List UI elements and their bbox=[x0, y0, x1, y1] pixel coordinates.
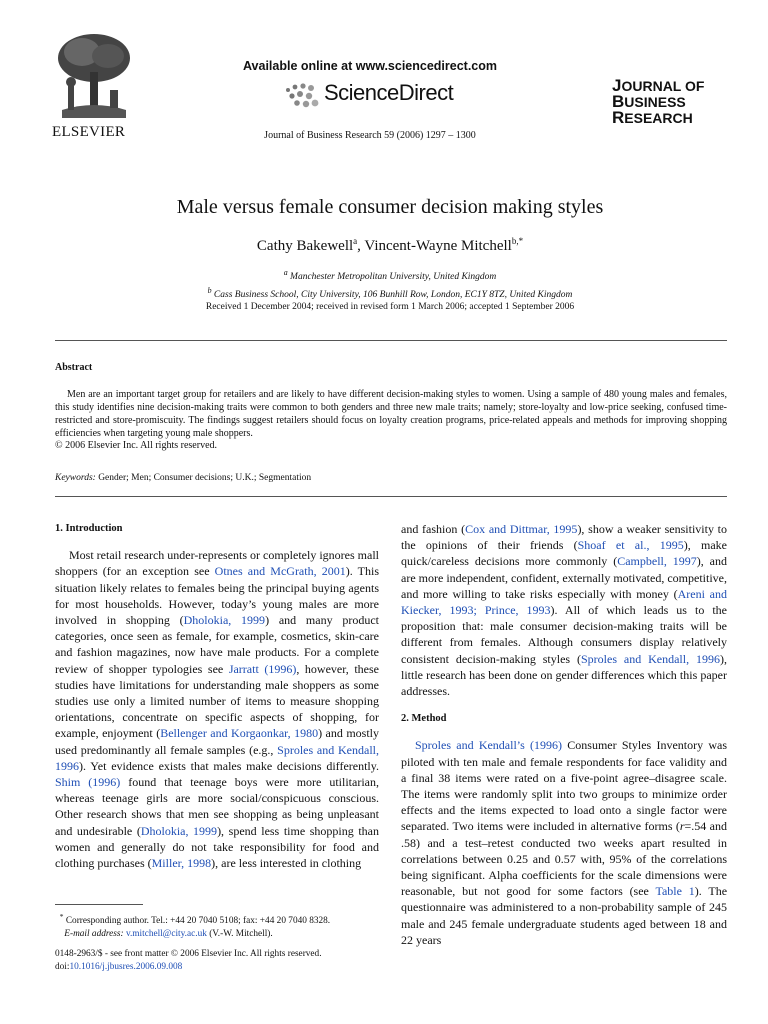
affiliation-marker: a bbox=[353, 236, 358, 246]
sciencedirect-logo bbox=[282, 80, 482, 114]
citation-link[interactable]: Dholokia, 1999 bbox=[183, 613, 266, 628]
abstract-text: Men are an important target group for retailers and are likely to have different decision-making styles to women. Using a sample of 480 young males and females, this study identifies nine decision-making traits were common to both genders and three new male traits; namely; store-loyalty and low-price seeking, confused time-restricted and store-promiscuity. The findings suggest retailers should focus on loyalty creation programs, price-related appeals and methods for improving shopping efficiencies when targeting young male shoppers. bbox=[55, 389, 727, 439]
issn-line: 0148-2963/$ - see front matter © 2006 Elsevier Inc. All rights reserved. bbox=[55, 949, 322, 959]
citation-link[interactable]: Miller, 1998 bbox=[151, 856, 212, 871]
doi-label: doi: bbox=[55, 961, 70, 972]
article-title: Male versus female consumer decision making styles bbox=[176, 196, 604, 218]
body-text: ), and are more independent, confident, externally motivated, competitive, and more willing to take risks especially with money ( bbox=[401, 554, 727, 601]
body-text: ) and mostly used predominantly all female samples (e.g., bbox=[55, 726, 379, 757]
body-text: ). The questionnaire was administered to a non-probability sample of 245 male and 245 female undergraduate students aged between 18 and 22 years bbox=[401, 884, 728, 947]
affiliation-b bbox=[0, 284, 768, 302]
issn-doi-block bbox=[55, 948, 379, 973]
journal-logo bbox=[612, 78, 742, 126]
affiliation-marker: a bbox=[283, 268, 288, 277]
citation-link[interactable]: Sproles and Kendall, 1996 bbox=[581, 651, 721, 666]
body-text: =.54 and .58) and a test–retest conducted two weeks apart resulted in correlations between 0.25 and 0.57 with, 95% of the correlations being significant. Alpha coefficients for the scale dimensions were reasonable, but not good for some factors (see bbox=[401, 819, 728, 899]
received-dates: Received 1 December 2004; received in revised form 1 March 2006; accepted 1 September 2006 bbox=[205, 302, 575, 312]
affiliation-text: Manchester Metropolitan University, United Kingdom bbox=[290, 272, 497, 283]
body-text: Consumer Styles Inventory was piloted with ten male and female respondents for face validity and a final 38 items were rated on a five-point agree–disagree scale. The items were randomly split into two groups to minimize order effects and the items expected to load onto a single factor were separated. Two items were included in alternative forms ( bbox=[401, 738, 728, 834]
table-link[interactable]: Table 1 bbox=[655, 884, 695, 899]
citation-link[interactable]: Bellenger and Korgaonkar, 1980 bbox=[160, 726, 319, 741]
affiliation-a bbox=[0, 266, 768, 284]
left-column bbox=[55, 521, 379, 871]
abstract-copyright: © 2006 Elsevier Inc. All rights reserved. bbox=[55, 440, 218, 451]
journal-logo-line: RESEARCH bbox=[612, 108, 693, 127]
email-link[interactable]: v.mitchell@city.ac.uk bbox=[125, 928, 207, 939]
citation-link[interactable]: Sproles and Kendall, 1996 bbox=[55, 742, 380, 773]
body-text: ). Yet evidence exists that males make decisions differently. bbox=[79, 758, 379, 773]
author-name[interactable]: Cathy Bakewell bbox=[256, 238, 354, 254]
citation-link[interactable]: Cox and Dittmar, 1995 bbox=[465, 522, 578, 536]
body-text: found that teenage boys were more utilitarian, whereas teenage girls are more social/conspicuous conscious. Other research shows that men see shopping as being unpleasant and undesirable ( bbox=[55, 775, 380, 838]
body-text: Most retail research under-represents or completely ignores mall shoppers (for an exception see bbox=[55, 548, 379, 579]
publisher-name: ELSEVIER bbox=[52, 124, 126, 140]
citation-link[interactable]: Shoaf et al., 1995 bbox=[577, 538, 684, 553]
email-suffix: (V.-W. Mitchell). bbox=[206, 928, 273, 939]
citation-link[interactable]: Dholokia, 1999 bbox=[140, 823, 218, 838]
email-line bbox=[55, 928, 379, 941]
sciencedirect-wordmark: ScienceDirect bbox=[324, 80, 454, 105]
footnote-text: Corresponding author. Tel.: +44 20 7040 5108; fax: +44 20 7040 8328. bbox=[63, 916, 331, 927]
author-name[interactable]: Vincent-Wayne Mitchell bbox=[364, 238, 512, 254]
doi-line bbox=[55, 961, 379, 974]
footnote-divider bbox=[55, 904, 143, 905]
citation-link[interactable]: Sproles and Kendall’s (1996) bbox=[415, 738, 563, 753]
affiliation-marker: b,* bbox=[511, 236, 524, 246]
divider bbox=[55, 496, 727, 497]
footnote-marker: * bbox=[59, 912, 64, 921]
citation-link[interactable]: Shim (1996) bbox=[55, 775, 121, 790]
stat-variable: r bbox=[679, 819, 685, 834]
affiliation-text: Cass Business School, City University, 106 Bunhill Row, London, EC1Y 8TZ, United Kingdom bbox=[213, 290, 573, 301]
abstract-heading: Abstract bbox=[55, 362, 93, 373]
citation-link[interactable]: Otnes and McGrath, 2001 bbox=[214, 564, 346, 579]
body-text: ). This situation likely relates to females being the principal buying agents for most households. However, today’s young males are more involved in shopping ( bbox=[55, 564, 380, 628]
body-text: and fashion ( bbox=[401, 522, 466, 536]
author-separator: , bbox=[357, 238, 365, 254]
body-text: , however, these studies have limitations for understanding male shoppers as some studies use only a limited number of items to measure shopping orientations, concentrate on specific aspects of shopping, for example, enjoyment ( bbox=[55, 661, 379, 741]
citation-link[interactable]: Campbell, 1997 bbox=[617, 554, 697, 569]
doi-link[interactable]: 10.1016/j.jbusres.2006.09.008 bbox=[69, 961, 183, 972]
citation-link[interactable]: Jarratt (1996) bbox=[228, 661, 297, 676]
email-label: E-mail address: bbox=[64, 928, 124, 939]
keywords bbox=[55, 473, 311, 483]
sciencedirect-availability: Available online at www.sciencedirect.com bbox=[242, 59, 498, 73]
elsevier-tree-logo-icon bbox=[52, 30, 134, 130]
intro-paragraph bbox=[55, 547, 379, 871]
body-text: ), make quick/careless decisions more commonly ( bbox=[401, 538, 727, 569]
body-text: ), little research has been done on gender differences which this paper addresses. bbox=[401, 651, 728, 699]
journal-citation: Journal of Business Research 59 (2006) 1297 – 1300 bbox=[264, 130, 476, 141]
divider bbox=[55, 340, 727, 341]
journal-logo-line: BUSINESS bbox=[612, 92, 686, 111]
author-list bbox=[0, 236, 768, 255]
body-text: ), show a weaker sensitivity to the opinions of their friends ( bbox=[401, 522, 727, 553]
citation-link[interactable]: Areni and Kiecker, 1993; Prince, 1993 bbox=[401, 586, 727, 618]
footnote bbox=[55, 911, 379, 940]
section-heading-method: 2. Method bbox=[401, 713, 447, 725]
body-text: ), spend less time shopping than women and generally do not take responsibility for food and clothing purchases ( bbox=[55, 823, 379, 871]
journal-logo-line: JOURNAL OF bbox=[612, 76, 705, 95]
keywords-label: Keywords: bbox=[55, 473, 96, 483]
corresponding-author-note bbox=[55, 911, 379, 928]
intro-paragraph-continued bbox=[401, 521, 727, 699]
sciencedirect-dots-icon bbox=[282, 82, 322, 112]
section-heading-introduction: 1. Introduction bbox=[55, 523, 123, 534]
keywords-list: Gender; Men; Consumer decisions; U.K.; Segmentation bbox=[95, 473, 312, 483]
body-text: ). All of which leads us to the proposition that: male consumer decision-making traits will be different from females. Although consumers display relatively consistent decision-making styles ( bbox=[401, 603, 727, 666]
method-paragraph bbox=[401, 737, 727, 948]
affiliation-marker: b bbox=[207, 286, 212, 296]
body-text: ), are less interested in clothing bbox=[211, 856, 362, 871]
right-column bbox=[401, 521, 727, 948]
affiliations bbox=[0, 266, 768, 302]
body-text: ) and many product categories, once seen as female, for example, cosmetics, skin-care and fashion magazines, now have male products. For a complete review of shopper typologies see bbox=[55, 613, 379, 676]
